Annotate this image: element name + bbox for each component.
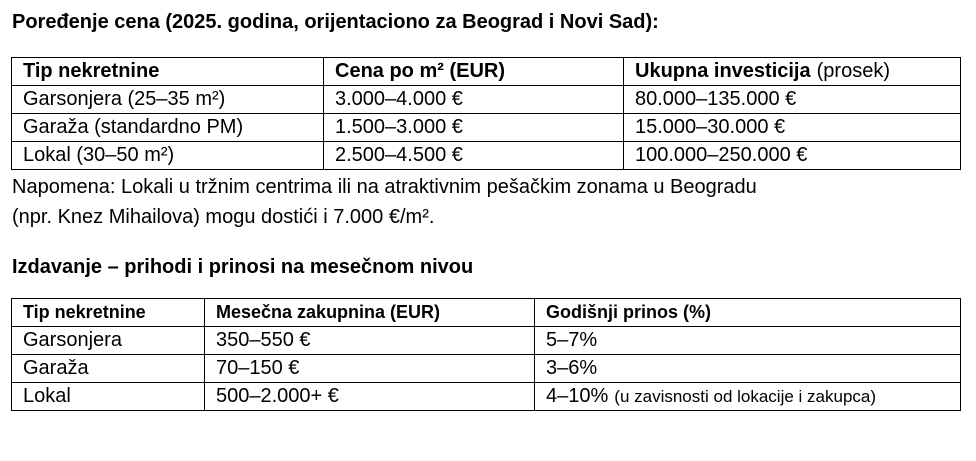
note-line: Napomena: Lokali u tržnim centrima ili na atraktivnim pešačkim zonama u Beogradu [12,176,757,198]
cell-rent: 70–150 € [205,355,535,383]
cell-total: 100.000–250.000 € [624,142,961,170]
header-type: Tip nekretnine [12,58,324,86]
note-line: (npr. Knez Mihailova) mogu dostići i 7.000 €/m². [12,206,435,228]
rental-income-table [11,298,961,411]
header-total-label: Ukupna investicija [635,60,811,82]
price-comparison-table [11,57,961,170]
cell-yield [535,383,961,411]
table-row [12,327,961,355]
table-header-row [12,58,961,86]
table-row [12,142,961,170]
cell-type: Garaža [12,355,205,383]
table-row [12,383,961,411]
cell-type: Garaža (standardno PM) [12,114,324,142]
header-yield: Godišnji prinos (%) [535,299,961,327]
yield-value: 4–10% [546,385,609,407]
cell-type: Garsonjera [12,327,205,355]
cell-price: 2.500–4.500 € [324,142,624,170]
table-row [12,86,961,114]
table-row [12,355,961,383]
cell-type: Lokal [12,383,205,411]
header-price: Cena po m² (EUR) [324,58,624,86]
cell-total: 15.000–30.000 € [624,114,961,142]
header-type: Tip nekretnine [12,299,205,327]
yield-note: (u zavisnosti od lokacije i zakupca) [614,387,877,406]
table-row [12,114,961,142]
section2-title: Izdavanje – prihodi i prinosi na mesečnom nivou [12,256,474,278]
cell-type: Lokal (30–50 m²) [12,142,324,170]
cell-rent: 350–550 € [205,327,535,355]
cell-price: 1.500–3.000 € [324,114,624,142]
cell-type: Garsonjera (25–35 m²) [12,86,324,114]
cell-yield [535,355,961,383]
table-header-row [12,299,961,327]
yield-value: 3–6% [546,357,598,379]
cell-price: 3.000–4.000 € [324,86,624,114]
section1-title: Poređenje cena (2025. godina, orijentaciono za Beograd i Novi Sad): [12,11,659,33]
price-note [12,172,962,232]
header-rent: Mesečna zakupnina (EUR) [205,299,535,327]
header-total-note: (prosek) [816,60,890,82]
cell-rent: 500–2.000+ € [205,383,535,411]
yield-value: 5–7% [546,329,598,351]
cell-yield [535,327,961,355]
cell-total: 80.000–135.000 € [624,86,961,114]
header-total [624,58,961,86]
